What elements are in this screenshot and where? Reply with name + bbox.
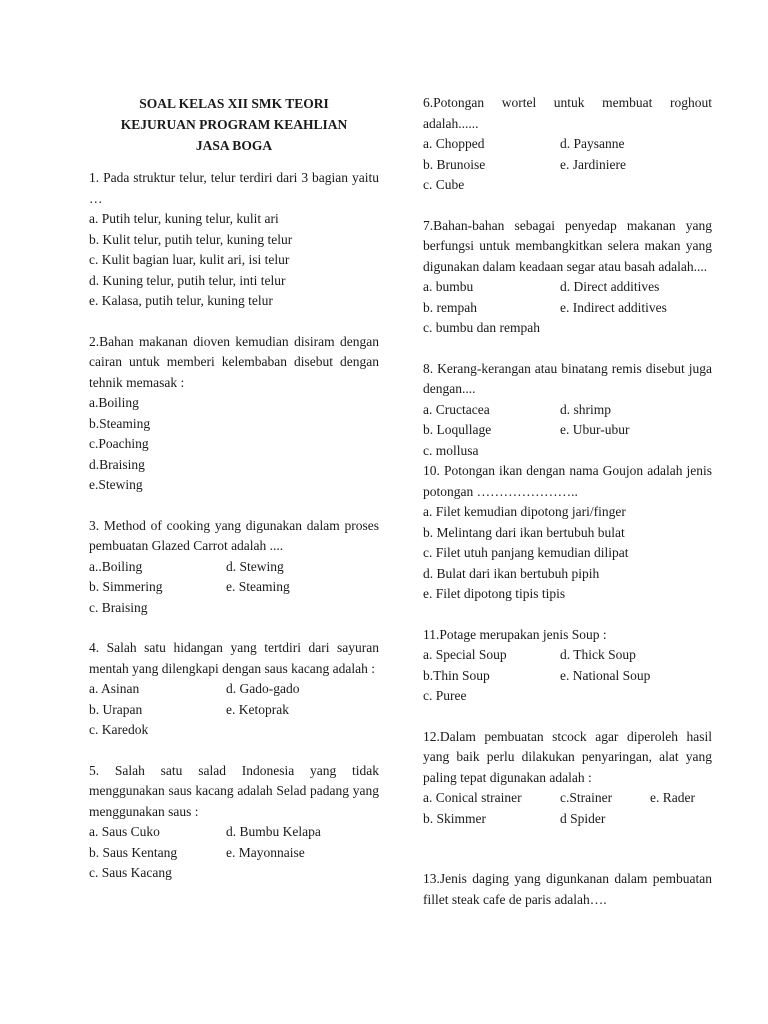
option-e: e. Rader bbox=[650, 790, 695, 805]
option-b: b.Thin Soup bbox=[423, 667, 490, 683]
option-b: b. Kulit telur, putih telur, kuning telur bbox=[89, 231, 293, 247]
option-a: a. Putih telur, kuning telur, kulit ari bbox=[89, 211, 279, 226]
option-e: e. Steaming bbox=[226, 579, 290, 594]
option-d: d Spider bbox=[560, 810, 606, 826]
option-e: e. Mayonnaise bbox=[226, 844, 305, 860]
option-a: a. Cructacea bbox=[423, 401, 490, 417]
option-a: a. bumbu bbox=[423, 279, 474, 294]
question-5 bbox=[89, 761, 379, 884]
page-title bbox=[89, 93, 379, 156]
title-line-3: JASA BOGA bbox=[195, 138, 273, 153]
question-6 bbox=[423, 93, 712, 196]
option-a: a. Conical strainer bbox=[423, 790, 522, 805]
option-e: e. Indirect additives bbox=[560, 299, 667, 315]
option-a: a..Boiling bbox=[89, 558, 143, 574]
option-d: d. Stewing bbox=[226, 558, 284, 574]
option-e: e. National Soup bbox=[560, 667, 651, 683]
option-c: c. mollusa bbox=[423, 442, 479, 458]
option-c: c. Puree bbox=[423, 688, 467, 703]
option-empty bbox=[650, 809, 712, 830]
option-d: d. shrimp bbox=[560, 401, 612, 417]
question-stem: 3. Method of cooking yang digunakan dalam proses pembuatan Glazed Carrot adalah .... bbox=[89, 517, 379, 553]
option-b: b.Steaming bbox=[89, 415, 151, 431]
option-a: a.Boiling bbox=[89, 395, 139, 410]
question-10 bbox=[423, 461, 712, 605]
option-d: d.Braising bbox=[89, 456, 145, 472]
option-b: b. Skimmer bbox=[423, 810, 486, 826]
question-13 bbox=[423, 869, 712, 910]
question-stem: 1. Pada struktur telur, telur terdiri dari 3 bagian yaitu … bbox=[89, 170, 379, 206]
option-c: c. Saus Kacang bbox=[89, 865, 172, 880]
option-e: e. Jardiniere bbox=[560, 156, 626, 172]
question-stem: 7.Bahan-bahan sebagai penyedap makanan yang berfungsi untuk membangkitkan selera makan yang digunakan dalam keadaan segar atau basah adalah.... bbox=[423, 217, 712, 274]
question-11 bbox=[423, 625, 712, 707]
option-d: d. Direct additives bbox=[560, 279, 660, 294]
question-12 bbox=[423, 727, 712, 830]
question-stem: 12.Dalam pembuatan stcock agar diperoleh hasil yang baik perlu dilakukan penyaringan, alat yang paling tepat digunakan adalah : bbox=[423, 728, 712, 785]
option-e: e. Kalasa, putih telur, kuning telur bbox=[89, 293, 273, 308]
question-3 bbox=[89, 516, 379, 619]
option-d: d. Bumbu Kelapa bbox=[226, 824, 321, 839]
title-line-2: KEJURUAN PROGRAM KEAHLIAN bbox=[120, 117, 348, 132]
option-b: b. Simmering bbox=[89, 579, 163, 594]
question-stem: 2.Bahan makanan dioven kemudian disiram dengan cairan untuk memberi kelembaban disebut dengan tehnik memasak : bbox=[89, 333, 379, 390]
option-a: a. Saus Cuko bbox=[89, 824, 160, 839]
option-b: b. Loqullage bbox=[423, 422, 492, 437]
question-stem: 8. Kerang-kerangan atau binatang remis disebut juga dengan.... bbox=[423, 360, 712, 396]
option-c: c. Filet utuh panjang kemudian dilipat bbox=[423, 545, 629, 560]
question-stem: 13.Jenis daging yang digunkanan dalam pembuatan fillet steak cafe de paris adalah…. bbox=[423, 871, 712, 907]
question-stem: 6.Potongan wortel untuk membuat roghout adalah...... bbox=[423, 95, 712, 131]
question-stem: 10. Potongan ikan dengan nama Goujon adalah jenis potongan ………………….. bbox=[423, 463, 712, 499]
question-4 bbox=[89, 638, 379, 741]
option-c: c. Cube bbox=[423, 177, 465, 192]
question-stem: 4. Salah satu hidangan yang tertdiri dari sayuran mentah yang dilengkapi dengan saus kacang adalah : bbox=[89, 640, 379, 676]
option-c: c. Kulit bagian luar, kulit ari, isi telur bbox=[89, 252, 290, 267]
question-stem: 5. Salah satu salad Indonesia yang tidak menggunakan saus kacang adalah Selad padang yang menggunakan saus : bbox=[89, 762, 379, 819]
question-7 bbox=[423, 216, 712, 339]
option-c: c. Braising bbox=[89, 599, 148, 615]
option-b: b. Melintang dari ikan bertubuh bulat bbox=[423, 524, 625, 540]
option-d: d. Kuning telur, putih telur, inti telur bbox=[89, 272, 286, 288]
option-d: d. Thick Soup bbox=[560, 647, 636, 662]
option-b: b. Saus Kentang bbox=[89, 844, 178, 860]
option-c: c. bumbu dan rempah bbox=[423, 320, 540, 335]
option-a: a. Special Soup bbox=[423, 647, 507, 662]
title-line-1: SOAL KELAS XII SMK TEORI bbox=[139, 96, 329, 111]
question-2 bbox=[89, 332, 379, 496]
option-d: d. Gado-gado bbox=[226, 681, 300, 696]
option-c: c.Poaching bbox=[89, 436, 149, 451]
option-a: a. Filet kemudian dipotong jari/finger bbox=[423, 504, 626, 519]
option-b: b. Urapan bbox=[89, 701, 143, 717]
option-e: e.Stewing bbox=[89, 477, 143, 492]
question-stem: 11.Potage merupakan jenis Soup : bbox=[423, 626, 607, 642]
option-a: a. Chopped bbox=[423, 136, 485, 151]
option-e: e. Ubur-ubur bbox=[560, 422, 630, 437]
option-c: c.Strainer bbox=[560, 790, 613, 805]
question-8 bbox=[423, 359, 712, 462]
option-d: d. Bulat dari ikan bertubuh pipih bbox=[423, 565, 600, 581]
left-column bbox=[89, 93, 379, 904]
option-d: d. Paysanne bbox=[560, 136, 625, 151]
option-c: c. Karedok bbox=[89, 722, 149, 737]
option-b: b. rempah bbox=[423, 299, 477, 315]
question-1 bbox=[89, 168, 379, 312]
option-a: a. Asinan bbox=[89, 681, 140, 696]
option-b: b. Brunoise bbox=[423, 156, 486, 172]
right-column bbox=[423, 93, 712, 910]
option-e: e. Filet dipotong tipis tipis bbox=[423, 586, 566, 601]
option-e: e. Ketoprak bbox=[226, 701, 289, 717]
